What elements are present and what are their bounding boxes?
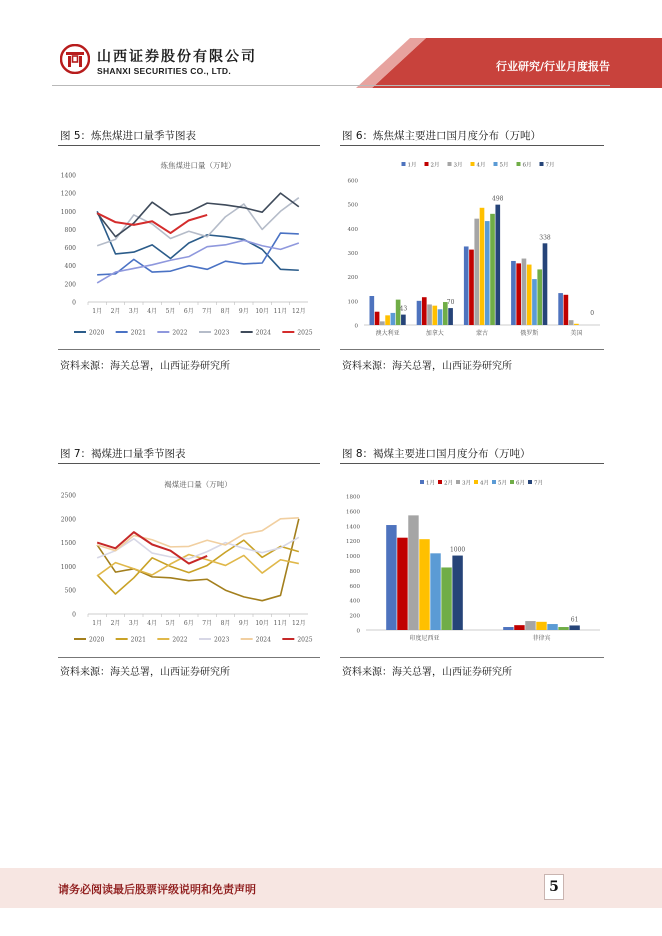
fig6-bar	[485, 221, 490, 325]
fig6-bar	[401, 315, 406, 325]
fig6-bar	[558, 293, 563, 325]
fig8-ytick: 1800	[346, 494, 360, 501]
fig8-bar	[397, 538, 407, 630]
fig5-xtick: 4月	[147, 308, 158, 315]
fig5-bottom-rule	[58, 349, 320, 350]
fig7-xtick: 2月	[110, 620, 121, 627]
fig7-ytick: 1500	[60, 540, 76, 548]
fig8-bar	[419, 539, 429, 630]
fig8-data-label: 1000	[449, 546, 466, 554]
fig8-ytick: 1000	[346, 554, 360, 561]
fig8-source: 资料来源：海关总署，山西证券研究所	[342, 667, 512, 678]
fig6-bar	[511, 261, 516, 325]
fig7-svg	[58, 464, 320, 656]
fig6-legend-label: 6月	[522, 162, 532, 169]
fig5-series-2020	[97, 211, 299, 270]
fig8-bar	[441, 567, 451, 630]
fig8-legend-swatch	[528, 480, 532, 484]
fig8-bar	[408, 515, 418, 630]
fig5-xtick: 3月	[128, 308, 139, 315]
fig5-ytick: 800	[64, 226, 76, 234]
fig6-bar	[474, 219, 479, 325]
fig6-bar	[537, 269, 542, 325]
fig5-title: 图 5：炼焦煤进口量季节图表	[60, 130, 197, 142]
fig6-bar	[532, 279, 537, 325]
header-divider	[52, 85, 610, 86]
fig8-svg	[340, 464, 604, 656]
fig7-series-2024	[97, 518, 299, 551]
company-name-cn: 山西证券股份有限公司	[97, 49, 257, 65]
fig6-xtick: 俄罗斯	[520, 330, 539, 337]
fig5-chart	[58, 146, 320, 346]
fig7-ytick: 2000	[60, 516, 76, 524]
fig8-legend-swatch	[420, 480, 424, 484]
fig6-bar	[380, 321, 385, 325]
fig7-ytick: 1000	[60, 563, 76, 571]
fig6-bar	[422, 297, 427, 325]
fig6-ytick: 600	[347, 178, 358, 185]
fig7-xtick: 5月	[165, 620, 176, 627]
fig5-xtick: 10月	[255, 308, 269, 315]
fig6-legend-label: 1月	[407, 162, 417, 169]
fig6-legend-label: 7月	[545, 162, 555, 169]
fig8-ytick: 600	[349, 583, 360, 590]
fig8-ytick: 1200	[346, 539, 360, 546]
fig6-bar	[427, 304, 432, 325]
fig8-ytick: 400	[349, 598, 360, 605]
fig8-title: 图 8：褐煤主要进口国月度分布（万吨）	[342, 448, 531, 460]
report-type: 行业研究/行业月度报告	[495, 60, 610, 73]
fig6-ytick: 200	[347, 275, 358, 282]
fig5-ytick: 0	[72, 299, 76, 307]
fig8-bar	[569, 625, 579, 630]
fig5-xtick: 6月	[183, 308, 194, 315]
footer-disclaimer: 请务必阅读最后股票评级说明和免责声明	[58, 883, 256, 896]
fig6-ytick: 300	[347, 251, 358, 257]
fig6-legend-swatch	[402, 162, 406, 166]
fig7-xtick: 11月	[273, 620, 288, 627]
fig6-bar	[516, 263, 521, 325]
fig7-xtick: 9月	[238, 620, 249, 627]
fig8-legend-swatch	[492, 480, 496, 484]
fig6-bar	[495, 205, 500, 325]
fig5-legend-label: 2024	[255, 329, 271, 337]
fig5-ytick: 200	[64, 281, 76, 289]
fig8-legend-swatch	[474, 480, 478, 484]
fig8-legend-swatch	[438, 480, 442, 484]
fig5-series-2022	[97, 240, 299, 283]
fig6-bar	[375, 312, 380, 325]
fig5-legend-label: 2021	[130, 329, 146, 337]
fig6-bar	[448, 308, 453, 325]
fig6-bar	[480, 208, 485, 325]
fig5-xtick: 5月	[165, 308, 176, 315]
fig6-bar	[527, 265, 532, 325]
fig7-xtick: 6月	[183, 620, 194, 627]
fig8-bar	[536, 622, 546, 630]
fig6-bar	[522, 259, 527, 325]
fig7-legend-label: 2021	[130, 636, 146, 644]
fig5-xtick: 1月	[92, 308, 103, 315]
fig6-bar	[417, 301, 422, 325]
fig5-xtick: 8月	[220, 308, 231, 315]
fig8-data-label: 61	[570, 616, 579, 624]
fig5-ytick: 1400	[60, 172, 76, 180]
fig6-bar	[464, 246, 469, 325]
fig6-data-label: 70	[446, 299, 455, 307]
fig6-bar	[490, 214, 495, 325]
fig7-ytick: 2500	[60, 492, 76, 500]
fig7-legend-label: 2023	[214, 636, 230, 644]
fig6-xtick: 澳大利亚	[375, 330, 400, 337]
fig5-legend-label: 2020	[89, 329, 105, 337]
fig6-xtick: 蒙古	[475, 330, 489, 337]
fig7-bottom-rule	[58, 657, 320, 658]
fig6-title: 图 6：炼焦煤主要进口国月度分布（万吨）	[342, 130, 542, 142]
fig6-bar	[574, 324, 579, 325]
fig7-legend-label: 2024	[255, 636, 271, 644]
fig8-legend-label: 2月	[444, 480, 453, 487]
fig6-legend-swatch	[448, 162, 452, 166]
fig6-legend-swatch	[540, 162, 544, 166]
fig6-legend-swatch	[494, 162, 498, 166]
fig8-bar	[514, 625, 524, 630]
fig8-legend-label: 3月	[462, 480, 471, 487]
fig5-xtick: 2月	[110, 308, 121, 315]
fig7-xtick: 4月	[147, 620, 158, 627]
fig7-source: 资料来源：海关总署，山西证券研究所	[60, 667, 230, 678]
fig6-xtick: 加拿大	[425, 330, 444, 337]
fig8-legend-swatch	[456, 480, 460, 484]
fig7-xtick: 1月	[92, 620, 103, 627]
fig6-bar	[391, 313, 396, 325]
fig8-xtick: 印度尼西亚	[409, 635, 440, 642]
fig6-legend-label: 5月	[499, 162, 509, 169]
fig5-xtick: 11月	[273, 308, 288, 315]
fig6-bar	[438, 309, 443, 325]
fig7-title: 图 7：褐煤进口量季节图表	[60, 448, 186, 460]
fig8-legend-label: 4月	[480, 480, 489, 487]
fig7-xtick: 8月	[220, 620, 231, 627]
fig8-legend-label: 7月	[534, 480, 543, 487]
fig8-legend-swatch	[510, 480, 514, 484]
fig6-legend-swatch	[471, 162, 475, 166]
fig8-bar	[558, 627, 568, 630]
company-logo-icon	[60, 44, 90, 74]
fig5-source: 资料来源：海关总署，山西证券研究所	[60, 361, 230, 372]
fig6-legend-label: 4月	[476, 162, 486, 169]
fig8-ytick: 1400	[346, 524, 360, 531]
company-name-en: SHANXI SECURITIES CO., LTD.	[97, 66, 232, 76]
fig6-bar	[569, 320, 574, 325]
fig8-ytick: 200	[349, 613, 360, 620]
fig5-legend-label: 2023	[214, 329, 230, 337]
fig7-ytick: 0	[72, 611, 76, 619]
fig6-ytick: 400	[347, 226, 358, 233]
fig6-data-label: 338	[539, 234, 551, 242]
fig6-legend-label: 2月	[430, 162, 440, 169]
fig6-bar	[385, 315, 390, 325]
fig5-svg	[58, 146, 320, 346]
fig6-bottom-rule	[340, 349, 604, 350]
fig8-bar	[430, 553, 440, 630]
fig5-series-2025	[97, 213, 207, 233]
fig5-chart-title: 炼焦煤进口量（万吨）	[160, 161, 236, 170]
fig8-bottom-rule	[340, 657, 604, 658]
fig8-bar	[547, 624, 557, 630]
fig5-xtick: 9月	[238, 308, 249, 315]
fig6-bar	[369, 296, 374, 325]
fig8-bar	[503, 627, 513, 630]
fig7-legend-label: 2020	[89, 636, 105, 644]
fig5-ytick: 600	[64, 245, 76, 253]
fig5-legend-label: 2025	[297, 329, 313, 337]
fig8-ytick: 800	[349, 568, 360, 575]
fig7-xtick: 3月	[128, 620, 139, 627]
fig8-legend-label: 6月	[516, 480, 525, 487]
fig7-ytick: 500	[64, 587, 76, 595]
fig7-chart-title: 褐煤进口量（万吨）	[164, 480, 232, 489]
fig5-ytick: 1000	[60, 208, 76, 216]
fig6-svg	[340, 146, 604, 346]
fig8-xtick: 菲律宾	[532, 635, 551, 642]
fig6-ytick: 0	[354, 323, 358, 330]
fig6-legend-label: 3月	[453, 162, 463, 169]
fig6-ytick: 500	[347, 202, 358, 209]
fig6-bar	[564, 295, 569, 325]
fig6-ytick: 100	[347, 299, 358, 306]
fig6-legend-swatch	[517, 162, 521, 166]
fig7-xtick: 10月	[255, 620, 269, 627]
fig6-data-label: 0	[590, 310, 595, 317]
fig6-bar	[543, 243, 548, 325]
fig7-xtick: 7月	[202, 620, 213, 627]
fig6-source: 资料来源：海关总署，山西证券研究所	[342, 361, 512, 372]
fig8-ytick: 0	[356, 628, 360, 635]
fig5-legend-label: 2022	[172, 329, 188, 337]
fig7-legend-label: 2025	[297, 636, 313, 644]
fig8-bar	[452, 556, 462, 630]
fig5-xtick: 7月	[202, 308, 213, 315]
fig6-bar	[469, 250, 474, 325]
fig5-series-2024	[97, 193, 299, 237]
fig5-ytick: 400	[64, 263, 76, 271]
fig8-legend-label: 1月	[426, 480, 435, 487]
page-number: 5	[544, 874, 564, 900]
fig7-xtick: 12月	[292, 620, 306, 627]
fig7-series-2022	[97, 555, 299, 576]
fig8-bar	[525, 621, 535, 630]
fig5-xtick: 12月	[292, 308, 306, 315]
fig6-data-label: 43	[399, 305, 408, 313]
fig8-legend-label: 5月	[498, 480, 507, 487]
fig6-chart	[340, 146, 604, 346]
fig6-legend-swatch	[425, 162, 429, 166]
fig5-ytick: 1200	[60, 190, 76, 198]
fig7-chart	[58, 464, 320, 656]
fig8-ytick: 1600	[346, 509, 360, 516]
page-header	[0, 0, 662, 88]
fig8-bar	[386, 525, 396, 630]
fig6-xtick: 美国	[570, 330, 583, 337]
fig6-bar	[432, 306, 437, 325]
fig6-data-label: 498	[492, 195, 504, 203]
fig7-legend-label: 2022	[172, 636, 188, 644]
fig8-chart	[340, 464, 604, 656]
